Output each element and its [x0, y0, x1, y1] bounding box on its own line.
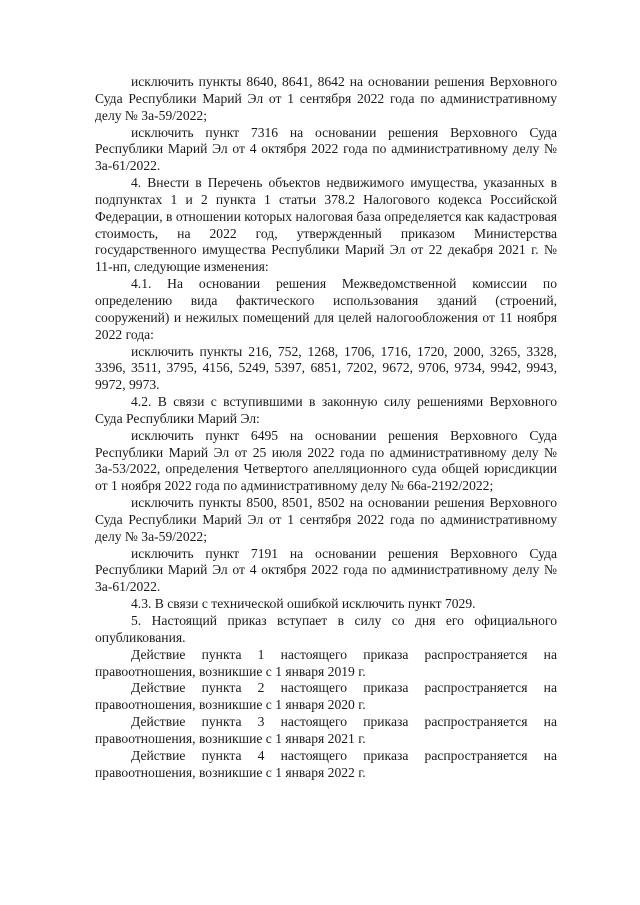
paragraph-exclude-7191: исключить пункт 7191 на основании решения Верховного Суда Республики Марий Эл от 4 октября 2022 года по административному делу № 3а-61/2022.: [95, 545, 557, 595]
paragraph-effect-item-3: Действие пункта 3 настоящего приказа распространяется на правоотношения, возникшие с 1 января 2021 г.: [95, 714, 557, 746]
paragraph-item-4-2: 4.2. В связи с вступившими в законную силу решениями Верховного Суда Республики Марий Эл:: [95, 394, 557, 426]
paragraph-item-4-1: 4.1. На основании решения Межведомственной комиссии по определению вида фактического использования зданий (строений, сооружений) и нежилых помещений для целей налогообложения от 11 ноября 2022 года:: [95, 276, 557, 342]
paragraph-exclude-8640: исключить пункты 8640, 8641, 8642 на основании решения Верховного Суда Республики Марий Эл от 1 сентября 2022 года по административному делу № 3а-59/2022;: [95, 74, 557, 123]
paragraph-item-4: 4. Внести в Перечень объектов недвижимого имущества, указанных в подпунктах 1 и 2 пункта 1 статьи 378.2 Налогового кодекса Российской Федерации, в отношении которых налоговая база определяется как кадастровая стоимость, на 2022 год, утвержденный приказом Министерства государственного имущества Республики Марий Эл от 22 декабря 2021 г. № 11-нп, следующие изменения:: [95, 175, 557, 275]
paragraph-item-5: 5. Настоящий приказ вступает в силу со дня его официального опубликования.: [95, 613, 557, 645]
paragraph-effect-item-1: Действие пункта 1 настоящего приказа распространяется на правоотношения, возникшие с 1 января 2019 г.: [95, 646, 557, 679]
paragraph-effect-item-4: Действие пункта 4 настоящего приказа распространяется на правоотношения, возникшие с 1 января 2022 г.: [95, 747, 557, 780]
paragraph-exclude-list: исключить пункты 216, 752, 1268, 1706, 1716, 1720, 2000, 3265, 3328, 3396, 3511, 3795, 4156, 5249, 5397, 6851, 7202, 9672, 9706, 9734, 9942, 9943, 9972, 9973.: [95, 343, 557, 393]
paragraph-effect-item-2: Действие пункта 2 настоящего приказа распространяется на правоотношения, возникшие с 1 января 2020 г.: [95, 680, 557, 713]
paragraph-item-4-3: 4.3. В связи с технической ошибкой исключить пункт 7029.: [131, 596, 476, 612]
paragraph-exclude-6495: исключить пункт 6495 на основании решения Верховного Суда Республики Марий Эл от 25 июля 2022 года по административному делу № 3а-53/2022, определения Четвертого апелляционного суда общей юрисдикции от 1 ноября 2022 года по административному делу № 66а-2192/2022;: [95, 427, 557, 494]
paragraph-exclude-8500: исключить пункты 8500, 8501, 8502 на основании решения Верховного Суда Республики Марий Эл от 1 сентября 2022 года по административному делу № 3а-59/2022;: [95, 495, 557, 544]
document-body: [95, 74, 557, 781]
paragraph-exclude-7316: исключить пункт 7316 на основании решения Верховного Суда Республики Марий Эл от 4 октября 2022 года по административному делу № 3а-61/2022.: [95, 124, 557, 174]
